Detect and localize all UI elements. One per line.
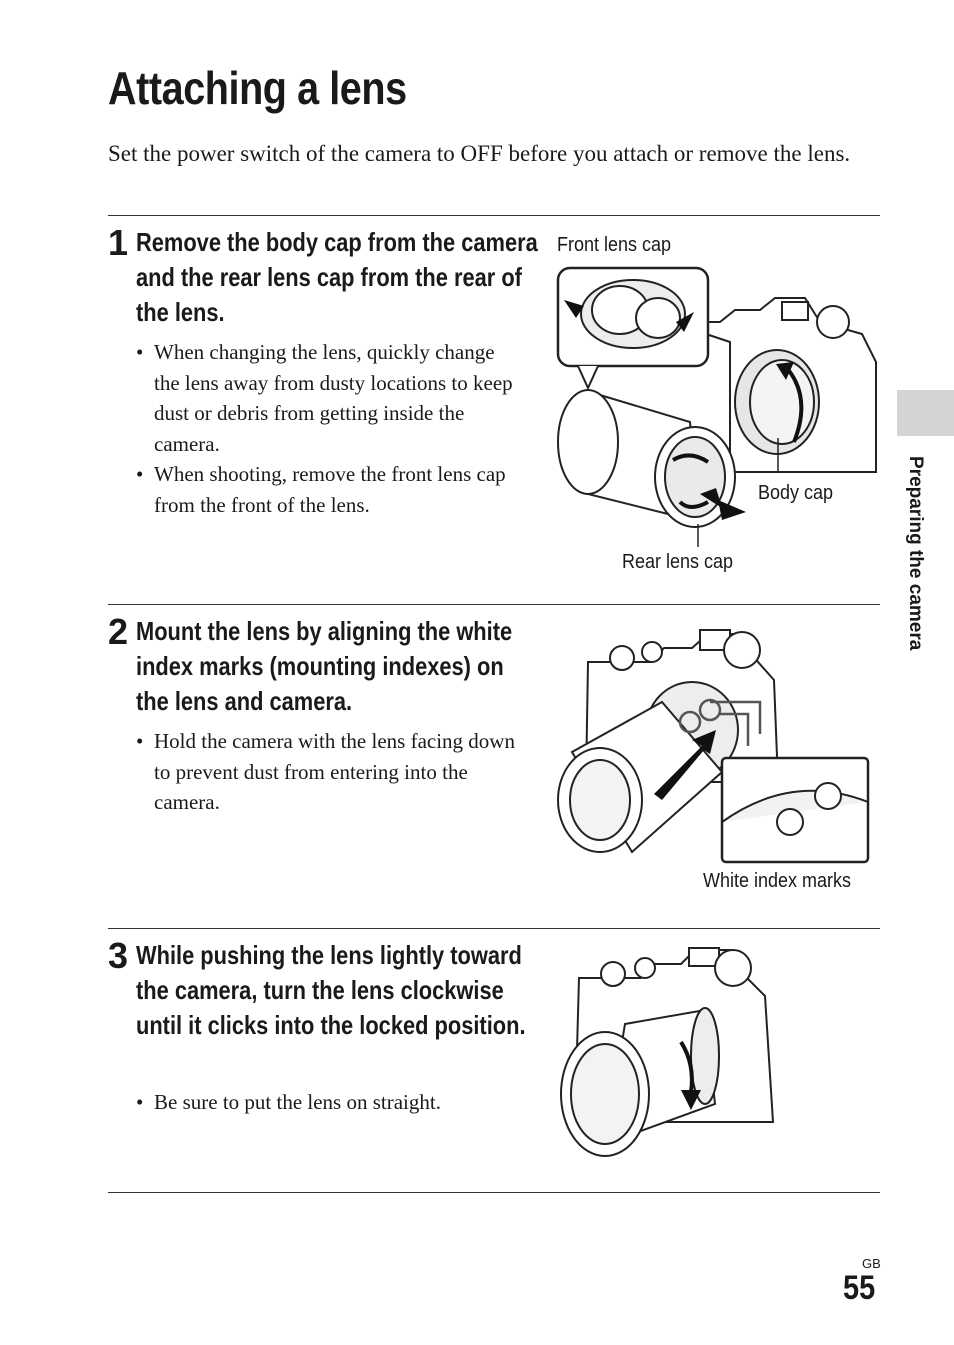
rear-lens-cap-label: Rear lens cap [622,551,734,573]
section-tab [896,456,926,686]
bullet-list [136,1087,516,1118]
divider [108,604,880,605]
white-index-marks-label: White index marks [703,870,852,892]
lens-mount-illustration [552,622,874,870]
bullet-list [136,726,516,818]
step-heading: While pushing the lens lightly toward the camera, turn the lens clockwise until it clicks into the locked position. [136,940,526,1040]
list-item: • Hold the camera with the lens facing down to prevent dust from entering into the camera. [136,726,516,818]
list-item: • When changing the lens, quickly change the lens away from dusty locations to keep dust or debris from getting inside the camera. [136,337,516,459]
body-cap-label: Body cap [758,482,834,504]
front-lens-cap-label: Front lens cap [557,234,672,256]
divider [108,215,880,216]
list-item: • Be sure to put the lens on straight. [136,1087,516,1118]
page-title: Attaching a lens [108,62,407,114]
page-number: 55 [843,1269,876,1307]
step-number: 3 [108,935,129,976]
step-number: 2 [108,611,129,652]
section-tab-label: Preparing the camera [905,456,926,651]
lens-removal-illustration [550,262,890,562]
step-heading: Mount the lens by aligning the white index marks (mounting indexes) on the lens and camera. [136,616,513,716]
step-number: 1 [108,222,129,263]
list-item: • When shooting, remove the front lens cap from the front of the lens. [136,459,516,520]
bullet-list [136,337,516,520]
section-tab-marker [897,390,954,436]
divider [108,1192,880,1193]
step-heading: Remove the body cap from the camera and the rear lens cap from the rear of the lens. [136,227,538,327]
region-code: GB [862,1256,881,1271]
intro-text: Set the power switch of the camera to OFF before you attach or remove the lens. [108,141,851,166]
divider [108,928,880,929]
lens-lock-illustration [555,944,780,1164]
